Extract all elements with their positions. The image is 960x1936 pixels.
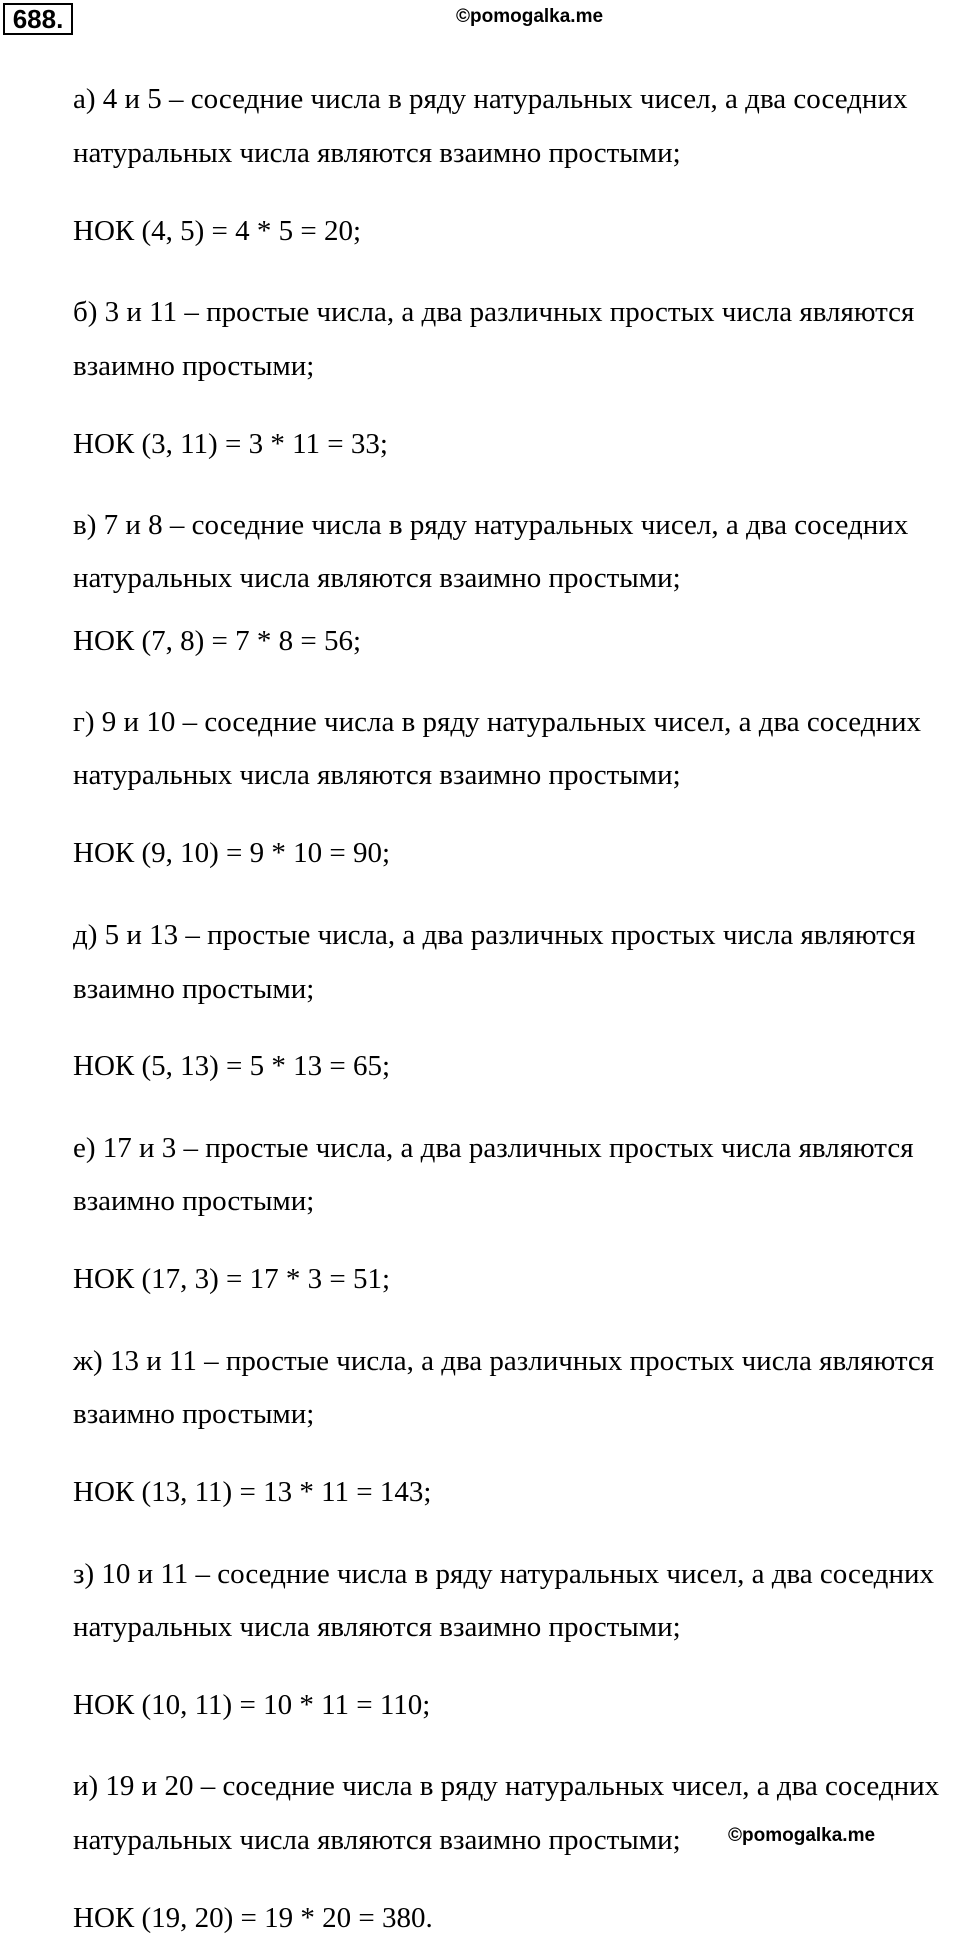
item-a-line2: натуральных числа являются взаимно простыми;	[73, 137, 681, 169]
item-z-line1: з) 10 и 11 – соседние числа в ряду натуральных чисел, а два соседних	[73, 1558, 934, 1590]
item-v-line1: в) 7 и 8 – соседние числа в ряду натуральных чисел, а два соседних	[73, 509, 909, 541]
watermark-bottom: ©pomogalka.me	[728, 1825, 876, 1846]
item-zh-formula: НОК (13, 11) = 13 * 11 = 143;	[73, 1476, 432, 1508]
item-i-formula: НОК (19, 20) = 19 * 20 = 380.	[73, 1902, 433, 1934]
item-e-line2: взаимно простыми;	[73, 1185, 315, 1217]
item-i-line2: натуральных числа являются взаимно простыми;	[73, 1824, 681, 1856]
item-d-formula: НОК (5, 13) = 5 * 13 = 65;	[73, 1050, 391, 1082]
item-b-formula: НОК (3, 11) = 3 * 11 = 33;	[73, 428, 388, 460]
item-i-line1: и) 19 и 20 – соседние числа в ряду натуральных чисел, а два соседних	[73, 1770, 940, 1802]
item-a-formula: НОК (4, 5) = 4 * 5 = 20;	[73, 215, 362, 247]
item-v-formula: НОК (7, 8) = 7 * 8 = 56;	[73, 625, 362, 657]
item-b-line2: взаимно простыми;	[73, 350, 315, 382]
item-d-line1: д) 5 и 13 – простые числа, а два различных простых числа являются	[73, 919, 916, 951]
item-d-line2: взаимно простыми;	[73, 973, 315, 1005]
item-zh-line2: взаимно простыми;	[73, 1398, 315, 1430]
item-g-formula: НОК (9, 10) = 9 * 10 = 90;	[73, 837, 391, 869]
item-zh-line1: ж) 13 и 11 – простые числа, а два различных простых числа являются	[73, 1345, 935, 1377]
item-z-formula: НОК (10, 11) = 10 * 11 = 110;	[73, 1689, 431, 1721]
watermark-top: ©pomogalka.me	[456, 6, 604, 27]
task-number: 688.	[3, 3, 73, 35]
item-e-formula: НОК (17, 3) = 17 * 3 = 51;	[73, 1263, 391, 1295]
item-e-line1: е) 17 и 3 – простые числа, а два различных простых числа являются	[73, 1132, 914, 1164]
item-a-line1: а) 4 и 5 – соседние числа в ряду натуральных чисел, а два соседних	[73, 83, 908, 115]
item-b-line1: б) 3 и 11 – простые числа, а два различных простых числа являются	[73, 296, 915, 328]
item-g-line2: натуральных числа являются взаимно простыми;	[73, 759, 681, 791]
item-v-line2: натуральных числа являются взаимно простыми;	[73, 562, 681, 594]
item-g-line1: г) 9 и 10 – соседние числа в ряду натуральных чисел, а два соседних	[73, 706, 921, 738]
item-z-line2: натуральных числа являются взаимно простыми;	[73, 1611, 681, 1643]
